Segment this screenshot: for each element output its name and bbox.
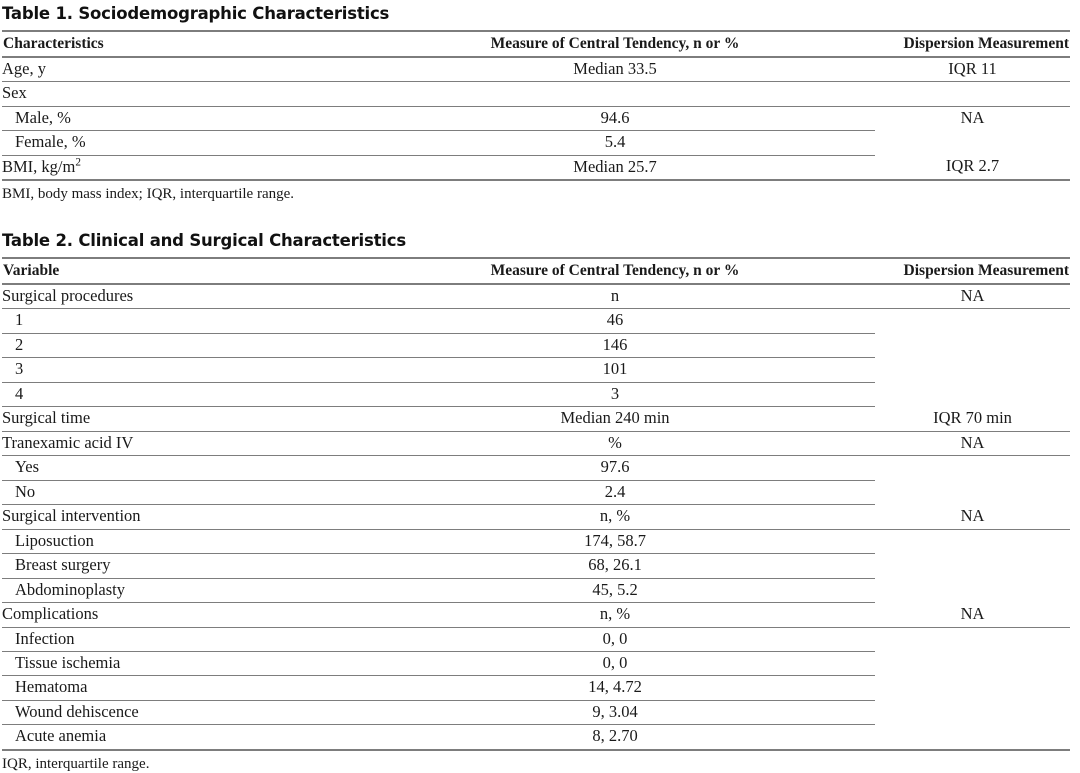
row-variable: BMI, $kg/m^2$ [2, 155, 355, 180]
row-dispersion-value [875, 725, 1070, 750]
row-measure-value: Median 240 min [355, 407, 875, 431]
table-row [2, 456, 1070, 480]
row-measure-value: 8, 2.70 [355, 725, 875, 750]
table-row [2, 431, 1070, 455]
row-variable: Surgical intervention [2, 505, 355, 529]
row-variable: 1 [2, 309, 355, 333]
row-dispersion-value [875, 480, 1070, 504]
row-variable: Wound dehiscence [2, 700, 355, 724]
row-variable-superscript: 2 [75, 156, 81, 169]
row-dispersion-value [875, 627, 1070, 651]
table-row [2, 505, 1070, 529]
row-dispersion-value [875, 578, 1070, 602]
row-measure-value: 94.6 [355, 106, 875, 130]
table-row [2, 57, 1070, 82]
row-variable: Complications [2, 603, 355, 627]
row-dispersion-value [875, 333, 1070, 357]
table-row [2, 700, 1070, 724]
row-variable: Surgical procedures [2, 284, 355, 309]
row-variable: Abdominoplasty [2, 578, 355, 602]
row-variable: Age, y [2, 57, 355, 82]
row-dispersion-value: NA [875, 505, 1070, 529]
row-variable: No [2, 480, 355, 504]
row-variable: Infection [2, 627, 355, 651]
row-dispersion-value: NA [875, 431, 1070, 455]
table-row [2, 407, 1070, 431]
row-variable: Breast surgery [2, 554, 355, 578]
row-measure-value: 97.6 [355, 456, 875, 480]
row-variable: 2 [2, 333, 355, 357]
row-dispersion-value [875, 652, 1070, 676]
row-variable: Acute anemia [2, 725, 355, 750]
row-measure-value: 14, 4.72 [355, 676, 875, 700]
row-dispersion-value: IQR 11 [875, 57, 1070, 82]
table-2-title: Table 2. Clinical and Surgical Characteristics [2, 231, 406, 250]
row-variable: Tissue ischemia [2, 652, 355, 676]
table-row [2, 627, 1070, 651]
table-2-col-variable: Variable [2, 258, 355, 284]
row-measure-value: 68, 26.1 [355, 554, 875, 578]
row-dispersion-value [875, 309, 1070, 333]
row-dispersion-value: IQR 2.7 [875, 155, 1070, 180]
table-1-col-measure: Measure of Central Tendency, n or % [355, 31, 875, 57]
table-1-block [0, 0, 1080, 203]
row-dispersion-value [875, 700, 1070, 724]
row-measure-value: n, % [355, 603, 875, 627]
row-variable: Male, % [2, 106, 355, 130]
table-2-col-measure: Measure of Central Tendency, n or % [355, 258, 875, 284]
table-1-footnote: BMI, body mass index; IQR, interquartile range. [2, 186, 295, 203]
row-measure-value: n [355, 284, 875, 309]
table-1-header-row [2, 31, 1070, 57]
row-variable: 3 [2, 358, 355, 382]
table-2 [2, 257, 1070, 751]
table-1-body [2, 57, 1070, 180]
table-2-block [0, 227, 1080, 773]
row-measure-value: 46 [355, 309, 875, 333]
table-2-header [2, 258, 1070, 284]
row-measure-value: n, % [355, 505, 875, 529]
table-row [2, 309, 1070, 333]
row-dispersion-value [875, 82, 1070, 106]
table-row [2, 529, 1070, 553]
table-2-header-row [2, 258, 1070, 284]
row-dispersion-value [875, 382, 1070, 406]
table-row [2, 578, 1070, 602]
row-dispersion-value: NA [960, 107, 985, 127]
row-variable: Female, % [2, 131, 355, 155]
table-row [2, 676, 1070, 700]
row-variable: Hematoma [2, 676, 355, 700]
row-dispersion-value [875, 456, 1070, 480]
table-row [2, 106, 1070, 130]
table-row [2, 652, 1070, 676]
row-variable: Liposuction [2, 529, 355, 553]
table-row [2, 725, 1070, 750]
row-variable: Sex [2, 82, 355, 106]
table-row [2, 358, 1070, 382]
table-row [2, 155, 1070, 180]
table-1-header [2, 31, 1070, 57]
row-variable: Yes [2, 456, 355, 480]
table-row [2, 82, 1070, 106]
row-measure-value: Median 33.5 [355, 57, 875, 82]
table-row [2, 131, 1070, 155]
table-1-title: Table 1. Sociodemographic Characteristics [2, 4, 390, 23]
row-dispersion-value: NA [875, 284, 1070, 309]
row-measure-value: 0, 0 [355, 652, 875, 676]
row-measure-value: 146 [355, 333, 875, 357]
row-dispersion-value [875, 676, 1070, 700]
table-1 [2, 30, 1070, 182]
row-measure-value: 3 [355, 382, 875, 406]
row-dispersion-value: IQR 70 min [875, 407, 1070, 431]
row-measure-value: 9, 3.04 [355, 700, 875, 724]
row-measure-value: 0, 0 [355, 627, 875, 651]
row-dispersion-value [875, 131, 1070, 155]
row-dispersion-value: NA [875, 603, 1070, 627]
table-row [2, 480, 1070, 504]
row-measure-value: 45, 5.2 [355, 578, 875, 602]
table-row [2, 382, 1070, 406]
row-variable: Tranexamic acid IV [2, 431, 355, 455]
table-row [2, 554, 1070, 578]
row-measure-value: 174, 58.7 [355, 529, 875, 553]
row-dispersion-value [875, 529, 1070, 553]
table-row [2, 333, 1070, 357]
row-measure-value: Median 25.7 [355, 155, 875, 180]
table-2-body [2, 284, 1070, 750]
row-dispersion-value [875, 358, 1070, 382]
row-variable: 4 [2, 382, 355, 406]
table-1-col-dispersion: Dispersion Measurement [875, 31, 1070, 57]
row-measure-value: 2.4 [355, 480, 875, 504]
row-measure-value [355, 82, 875, 106]
table-1-col-variable: Characteristics [2, 31, 355, 57]
table-row [2, 603, 1070, 627]
table-2-footnote: IQR, interquartile range. [2, 755, 150, 772]
table-2-col-dispersion: Dispersion Measurement [875, 258, 1070, 284]
table-row [2, 284, 1070, 309]
row-measure-value: 101 [355, 358, 875, 382]
row-measure-value: % [355, 431, 875, 455]
row-dispersion-value [875, 554, 1070, 578]
row-measure-value: 5.4 [355, 131, 875, 155]
row-variable: Surgical time [2, 407, 355, 431]
